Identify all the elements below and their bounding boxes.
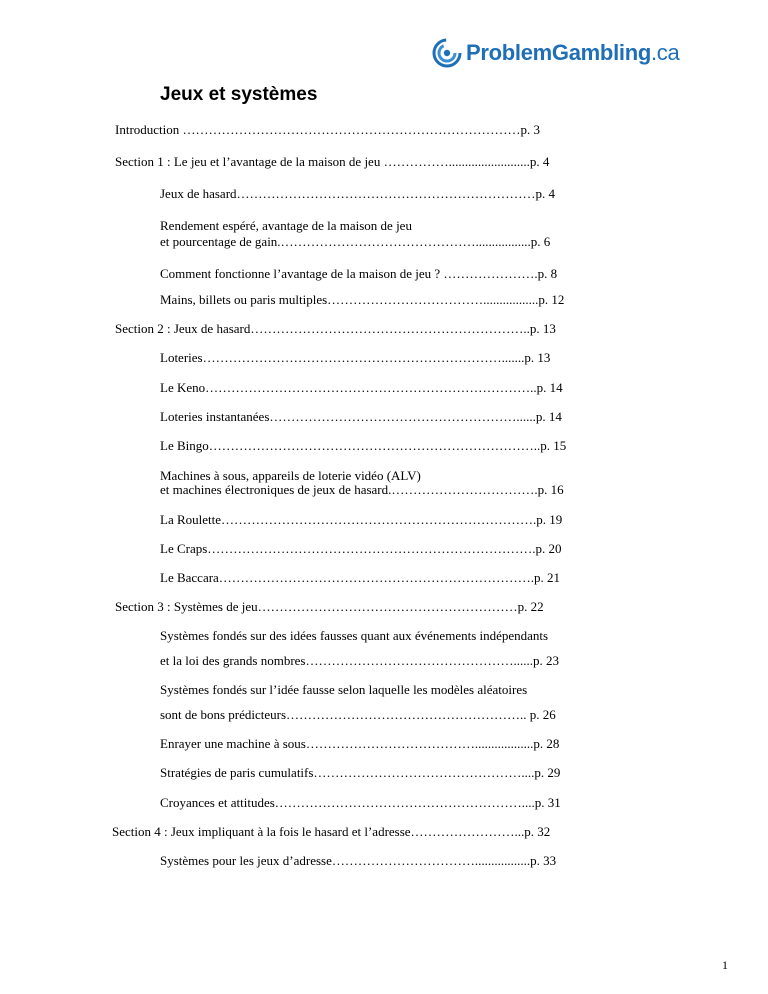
toc-entry: Machines à sous, appareils de loterie vidéo (ALV) [160, 468, 421, 483]
toc-entry: Stratégies de paris cumulatifs…………………………………………....p. 29 [160, 765, 561, 780]
toc-entry: Le Craps………………………………………………………………….p. 20 [160, 541, 562, 556]
page-title: Jeux et systèmes [160, 84, 318, 105]
toc-entry: Rendement espéré, avantage de la maison de jeu [160, 218, 412, 233]
brand-name: ProblemGambling [466, 40, 651, 65]
toc-entry: Comment fonctionne l’avantage de la maison de jeu ? ………………….p. 8 [160, 266, 558, 281]
toc-entry: Loteries…………………………………………………………….......p. 13 [160, 350, 551, 365]
spiral-logo-icon [432, 38, 462, 68]
toc-entry: et pourcentage de gain.……………………………………….................p. 6 [160, 234, 551, 249]
toc-entry: Jeux de hasard……………………………………………………………p. 4 [160, 186, 556, 201]
toc-entry: Le Keno…………………………………………………………………..p. 14 [160, 380, 563, 395]
toc-entry: Loteries instantanées…………………………………………………......p. 14 [160, 409, 562, 424]
toc-entry: Section 3 : Systèmes de jeu……………………………………………………p. 22 [115, 599, 544, 614]
page-number: 1 [722, 958, 728, 972]
brand-logo [432, 38, 679, 68]
toc-entry: Systèmes pour les jeux d’adresse…………………………….................p. 33 [160, 853, 557, 868]
toc-entry: Section 4 : Jeux impliquant à la fois le hasard et l’adresse……………………...p. 32 [112, 824, 551, 839]
toc-entry: Section 2 : Jeux de hasard………………………………………………………..p. 13 [115, 321, 556, 336]
toc-entry: Systèmes fondés sur des idées fausses quant aux événements indépendants [160, 628, 549, 643]
toc-entry: Croyances et attitudes…………………………………………………....p. 31 [160, 795, 561, 810]
toc-entry: et machines électroniques de jeux de hasard.…………………………….p. 16 [160, 482, 564, 497]
toc-entry: La Roulette……………………………………………………………….p. 19 [160, 512, 563, 527]
toc-entry: Le Baccara……………………………………………………………….p. 21 [160, 570, 561, 585]
brand-wordmark [466, 40, 679, 66]
toc-entry: et la loi des grands nombres…………………………………………......p. 23 [160, 653, 559, 668]
brand-ext: .ca [650, 40, 680, 65]
toc-entry: Le Bingo…………………………………………………………………..p. 15 [160, 438, 567, 453]
toc-entry: Systèmes fondés sur l’idée fausse selon laquelle les modèles aléatoires [160, 682, 528, 697]
toc-entry: Mains, billets ou paris multiples……………………………….................p. 12 [160, 292, 565, 307]
toc-entry: Section 1 : Le jeu et l’avantage de la maison de jeu …………….........................p. 4 [115, 154, 550, 169]
toc-entry: sont de bons prédicteurs……………………………………………….. p. 26 [160, 707, 556, 722]
toc-entry: Enrayer une machine à sous…………………………………..................p. 28 [160, 736, 560, 751]
toc-entry: Introduction ……………………………………………………………………p. 3 [115, 122, 541, 137]
